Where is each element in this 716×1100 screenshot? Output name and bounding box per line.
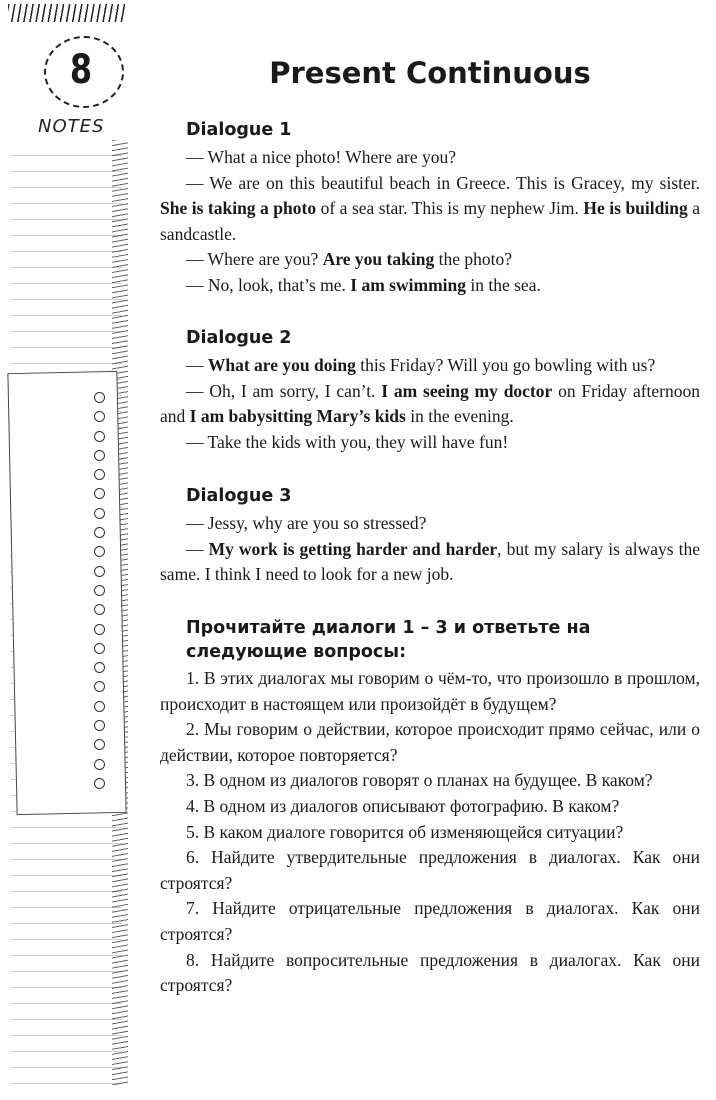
page-title: Present Continuous [269, 56, 591, 90]
bold-phrase: I am seeing my doctor [381, 380, 553, 401]
text-span: — Oh, I am sorry, I can’t. [186, 380, 382, 401]
notes-label: NOTES [38, 116, 105, 137]
dialogue-line [160, 171, 700, 248]
bold-phrase: Are you taking [322, 249, 435, 270]
text-span: the photo? [434, 249, 512, 270]
ring-hole [94, 546, 105, 557]
text-span: — [186, 538, 209, 559]
ring-hole [94, 701, 105, 712]
hatch-decoration [8, 4, 126, 22]
dialogue-line [160, 537, 700, 588]
text-span: — No, look, that’s me. [186, 274, 351, 295]
text-span: — We are on this beautiful beach in Greece. This is Gracey, my sister. [186, 172, 700, 193]
ring-hole [94, 604, 105, 615]
text-span: on Friday afternoon and [160, 380, 700, 427]
text-span: — Jessy, why are you so stressed? [186, 513, 427, 533]
ring-holes [94, 392, 110, 797]
ring-hole [94, 508, 105, 519]
ring-hole [94, 527, 105, 538]
dialogue-line [160, 379, 700, 430]
bold-phrase: I am babysitting Mary’s kids [189, 406, 406, 427]
ring-hole [94, 450, 105, 461]
ring-hole [94, 585, 105, 596]
ring-hole [94, 720, 105, 731]
ring-hole [94, 681, 105, 692]
dialogue-line [160, 145, 700, 171]
ring-hole [94, 431, 105, 442]
dialogue-3 [160, 484, 700, 588]
dialogue-line [160, 273, 700, 299]
text-span: of a sea star. This is my nephew Jim. [316, 198, 584, 219]
text-span: — What a nice photo! Where are you? [186, 147, 457, 167]
question-item: 4. В одном из диалогов описывают фотографию. В каком? [186, 795, 620, 816]
questions-heading: Прочитайте диалоги 1 – 3 и ответьте на следующие вопросы: [186, 618, 591, 662]
text-span: — Where are you? [186, 249, 323, 270]
bold-phrase: He is building [583, 198, 688, 219]
question-item: 5. В каком диалоге говорится об изменяющейся ситуации? [186, 821, 624, 842]
notes-margin [0, 0, 132, 1100]
text-span: a sandcastle. [160, 198, 700, 244]
dialogue-2 [160, 326, 700, 455]
text-span: , but my salary is always the same. I think I need to look for a new job. [160, 538, 701, 585]
dialogue-line [160, 353, 700, 379]
text-span: this Friday? Will you go bowling with us? [355, 355, 656, 375]
text-span: in the evening. [405, 406, 514, 427]
dialogue-heading: Dialogue 1 [186, 120, 292, 140]
dialogue-heading: Dialogue 3 [186, 486, 292, 506]
question-item: 1. В этих диалогах мы говорим о чём-то, что произошло в прошлом, происходит в настоящем или произойдёт в будущем? [160, 668, 700, 714]
ring-hole [94, 411, 105, 422]
question-item: 2. Мы говорим о действии, которое происходит прямо сейчас, или о действии, которое повторяется? [160, 719, 700, 765]
ring-hole [94, 469, 105, 480]
ring-hole [94, 624, 105, 635]
bold-phrase: I am swimming [350, 274, 466, 295]
ring-hole [94, 662, 105, 673]
dialogue-lines [160, 145, 700, 299]
question-item: 6. Найдите утвердительные предложения в диалогах. Как они строятся? [160, 847, 700, 893]
page-number: 8 [69, 47, 93, 93]
dialogue-heading: Dialogue 2 [186, 328, 292, 348]
question-item: 3. В одном из диалогов говорят о планах на будущее. В каком? [186, 770, 653, 791]
dialogue-line [160, 511, 700, 537]
ring-hole [94, 392, 105, 403]
dialogue-line [160, 247, 700, 273]
question-item: 7. Найдите отрицательные предложения в диалогах. Как они строятся? [160, 898, 700, 944]
dialogue-lines [160, 511, 700, 588]
text-span: — [186, 355, 208, 375]
bold-phrase: My work is getting harder and harder [208, 538, 498, 559]
ring-hole [94, 566, 105, 577]
ring-hole [94, 739, 105, 750]
ring-hole [94, 643, 105, 654]
ring-hole [94, 488, 105, 499]
dialogue-1 [160, 118, 700, 299]
bold-phrase: She is taking a photo [160, 198, 317, 219]
dialogue-lines [160, 353, 700, 455]
question-item: 8. Найдите вопросительные предложения в диалогах. Как они строятся? [160, 949, 700, 996]
text-span: in the sea. [466, 274, 541, 295]
bold-phrase: What are you doing [207, 355, 356, 375]
ring-hole [94, 778, 105, 789]
dialogue-line [160, 430, 700, 456]
ring-hole [94, 759, 105, 770]
questions-list [160, 666, 700, 999]
text-span: — Take the kids with you, they will have fun! [186, 431, 509, 452]
questions-section [160, 616, 700, 999]
